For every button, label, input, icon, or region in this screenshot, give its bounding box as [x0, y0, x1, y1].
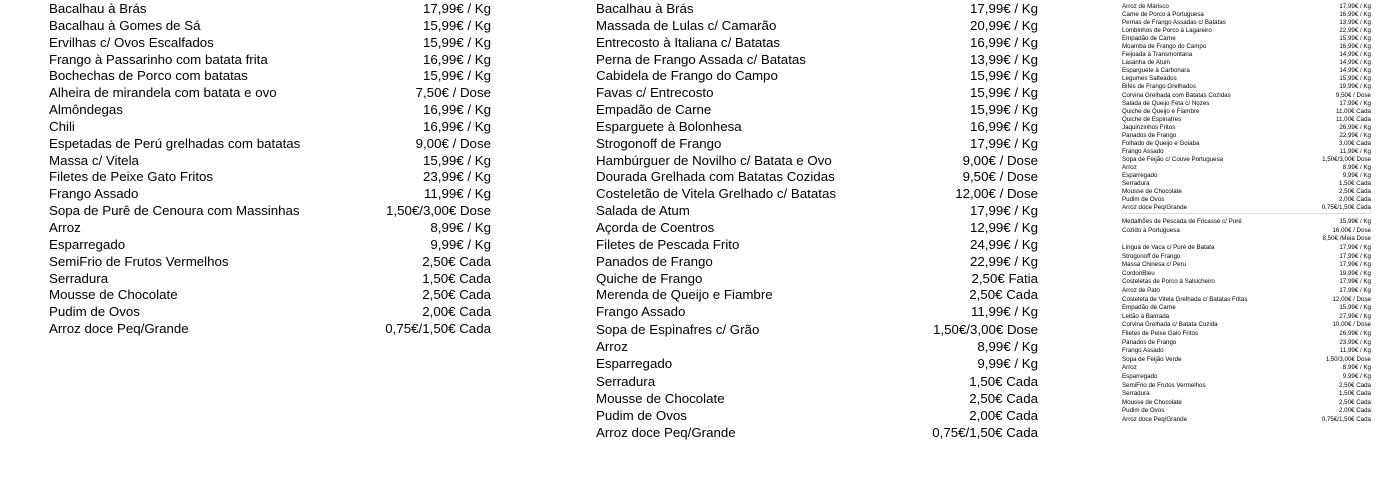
dish-price: 11,00€ Cada [1336, 107, 1371, 115]
dish-name: Língua de Vaca c/ Puré de Batata [1122, 244, 1215, 251]
menu-row [1122, 321, 1371, 330]
menu-column-1 [49, 1, 491, 338]
menu-row [49, 35, 491, 52]
dish-name: Frango Assado [1122, 347, 1164, 355]
menu-row [49, 271, 491, 288]
dish-name: Bochechas de Porco com batatas [49, 68, 248, 84]
menu-column-3-top [1122, 3, 1371, 212]
dish-price: 9,99€ / Kg [977, 356, 1038, 372]
menu-row [1122, 100, 1371, 108]
menu-row [1122, 204, 1371, 212]
menu-row [49, 203, 491, 220]
menu-row [49, 136, 491, 153]
menu-row [1122, 373, 1371, 382]
dish-price: 15,99€ / Kg [969, 85, 1038, 101]
menu-row [49, 18, 491, 35]
dish-name: Açorda de Coentros [596, 219, 715, 235]
dish-price: 15,99€ / Kg [422, 17, 491, 33]
dish-name: Esparregado [49, 236, 126, 252]
dish-name: Empadão de Carne [596, 102, 712, 118]
dish-name: Mousse de Chocolate [1122, 188, 1182, 196]
dish-name: Cozido à Portuguesa [1122, 226, 1180, 234]
menu-column-3 [1122, 3, 1371, 424]
dish-name: Serradura [596, 373, 656, 389]
menu-row [1122, 27, 1371, 35]
dish-price: 0,75€/1,50€ Cada [932, 425, 1038, 441]
dish-price: 15,99€ / Kg [1339, 35, 1371, 43]
menu-row [596, 254, 1038, 271]
dish-price: 15,99€ / Kg [969, 102, 1038, 118]
menu-row [1122, 19, 1371, 27]
dish-name: Costeletas de Porco à Salsicheiro [1122, 278, 1215, 286]
dish-price: 24,99€ / Kg [969, 236, 1038, 252]
menu-row [1122, 244, 1371, 253]
menu-row [596, 119, 1038, 136]
menu-row [1122, 313, 1371, 322]
dish-name: Quiche de Frango [596, 270, 703, 286]
menu-row [596, 153, 1038, 170]
dish-name: SemiFrio de Frutos Vermelhos [49, 253, 229, 269]
dish-name: Frango Assado [596, 304, 686, 320]
menu-row [49, 321, 491, 338]
dish-price: 2,50€ Cada [1339, 188, 1371, 196]
dish-name: Bacalhau à Brás [49, 1, 147, 16]
menu-row [596, 220, 1038, 237]
dish-price: 16,00€ / Dose [1332, 226, 1371, 234]
menu-row [1122, 51, 1371, 59]
dish-name: Arroz doce Peq/Grande [1122, 204, 1188, 212]
dish-price: 15,99€ / Kg [422, 152, 491, 168]
menu-row [49, 119, 491, 136]
dish-price: 9,99€ / Kg [430, 236, 491, 252]
dish-name: Mousse de Chocolate [596, 390, 725, 406]
dish-price: 12,00€ / Dose [1332, 295, 1371, 303]
menu-row [1122, 339, 1371, 348]
menu-row [1122, 356, 1371, 365]
dish-name: Esparregado [1122, 171, 1158, 179]
dish-price: 17,99€ / Kg [1339, 261, 1371, 269]
menu-row [49, 169, 491, 186]
dish-name: Strogonoff de Frango [1122, 252, 1181, 260]
dish-price: 27,99€ / Kg [1339, 312, 1371, 320]
dish-price: 22,99€ / Kg [1339, 27, 1371, 35]
menu-row [1122, 270, 1371, 279]
menu-row [1122, 164, 1371, 172]
dish-name: SemiFrio de Frutos Vermelhos [1122, 381, 1206, 389]
dish-name: Arroz [1122, 163, 1137, 171]
menu-row [49, 287, 491, 304]
dish-price: 1,50€ Cada [969, 373, 1038, 389]
menu-row [596, 85, 1038, 102]
dish-name: Bifes de Frango Grelhados [1122, 83, 1196, 91]
menu-row [1122, 156, 1371, 164]
dish-name: Arroz doce Peq/Grande [49, 321, 189, 337]
dish-price: 26,99€ / Kg [1339, 123, 1371, 131]
dish-name: CordonBleu [1122, 269, 1155, 277]
dish-price: 10,00€ / Dose [1332, 321, 1371, 329]
menu-row [1122, 196, 1371, 204]
dish-price: 2,00€ Cada [1339, 196, 1371, 204]
dish-price: 2,50€ Cada [969, 287, 1038, 303]
dish-name: Empadão de Carne [1122, 304, 1176, 312]
dish-price: 16,99€ / Kg [422, 118, 491, 134]
menu-row [1122, 218, 1371, 227]
dish-price: 9,99€ / Kg [1342, 372, 1371, 380]
dish-name: Quiche de Espinafres [1122, 115, 1182, 123]
dish-name: Frango Assado [49, 186, 139, 202]
menu-row [1122, 330, 1371, 339]
dish-name: Arroz doce Peq/Grande [596, 425, 736, 441]
dish-name: Panados de Frango [1122, 131, 1177, 139]
dish-name: Cabidela de Frango do Campo [596, 68, 778, 84]
menu-row [596, 18, 1038, 35]
menu-row [596, 287, 1038, 304]
dish-name: Hambúrguer de Novilho c/ Batata e Ovo [596, 152, 832, 168]
dish-price: 15,99€ / Kg [422, 68, 491, 84]
dish-price: 11,99€ / Kg [970, 304, 1038, 320]
dish-price: 17,99€ / Kg [969, 1, 1038, 16]
dish-price: 16,99€ / Kg [422, 102, 491, 118]
dish-price: 15,99€ / Kg [1339, 304, 1371, 312]
menu-row [1122, 59, 1371, 67]
menu-row [596, 52, 1038, 69]
menu-row [1122, 148, 1371, 156]
menu-row [1122, 3, 1371, 11]
dish-name: Mousse de Chocolate [1122, 398, 1182, 406]
dish-price: 2,00€ Cada [969, 407, 1038, 423]
dish-name: Lasanha de Atum [1122, 59, 1171, 67]
dish-price: 1,50€ Cada [422, 270, 491, 286]
menu-row [1122, 347, 1371, 356]
dish-price: 14,99€ / Kg [1339, 59, 1371, 67]
dish-name: Corvina Grelhada c/ Batata Cozida [1122, 321, 1218, 329]
dish-name: Moamba de Frango do Campo [1122, 43, 1207, 51]
dish-name: Frango à Passarinho com batata frita [49, 51, 268, 67]
dish-name: Esparguete à Carbonara [1122, 67, 1190, 75]
dish-price: 1,50€ Cada [1339, 390, 1371, 398]
dish-price: 14,99€ / Kg [1339, 67, 1371, 75]
dish-name: Pudim de Ovos [1122, 196, 1165, 204]
menu-row [49, 153, 491, 170]
dish-price: 2,50€ Fatia [971, 270, 1038, 286]
dish-name: Empadão de Carne [1122, 35, 1176, 43]
dish-price: 17,99€ / Kg [1339, 3, 1371, 10]
dish-price: 17,99€ / Kg [1339, 244, 1371, 251]
dish-price: 2,50€ Cada [1339, 381, 1371, 389]
menu-row [1122, 172, 1371, 180]
dish-price: 26,99€ / Kg [1339, 329, 1371, 337]
dish-price: 2,00€ Cada [422, 304, 491, 320]
dish-name: Bacalhau à Brás [596, 1, 694, 16]
menu-row [1122, 253, 1371, 262]
dish-name: Massa Chinesa c/ Peru [1122, 261, 1186, 269]
menu-row [596, 373, 1038, 390]
menu-column-3-bottom [1122, 218, 1371, 424]
dish-name: Chili [49, 118, 75, 134]
dish-price: 14,99€ / Kg [1339, 51, 1371, 59]
dish-name: Filetes de Peixe Galo Fritos [1122, 329, 1198, 337]
dish-price: 16,99€ / Kg [969, 34, 1038, 50]
dish-price: 22,99€ / Kg [969, 253, 1038, 269]
dish-price: 13,99€ / Kg [969, 51, 1038, 67]
dish-price: 17,99€ / Kg [969, 135, 1038, 151]
dish-name: Esparguete à Bolonhesa [596, 118, 742, 134]
dish-price: 2,50€ Cada [969, 390, 1038, 406]
dish-name: Sopa de Feijão c/ Couve Portuguesa [1122, 155, 1224, 163]
menu-row [49, 237, 491, 254]
dish-name: Perna de Frango Assada c/ Batatas [596, 51, 806, 67]
dish-name: Sopa de Feijão Verde [1122, 355, 1182, 363]
menu-row [1122, 75, 1371, 83]
dish-name: Filetes de Peixe Gato Fritos [49, 169, 214, 185]
menu-row [49, 220, 491, 237]
dish-name: Sopa de Purê de Cenoura com Massinhas [49, 203, 300, 219]
dish-price: 17,99€ / Kg [1339, 99, 1371, 107]
menu-row [1122, 287, 1371, 296]
dish-price: 8,99€ / Kg [1342, 163, 1371, 171]
dish-name: Massada de Lulas c/ Camarão [596, 17, 777, 33]
menu-row [596, 68, 1038, 85]
dish-price: 17,99€ / Kg [1339, 286, 1371, 294]
dish-name: Ervilhas c/ Ovos Escalfados [49, 34, 214, 50]
dish-name: Folhado de Queijo e Goiaba [1122, 139, 1200, 147]
dish-price: 22,99€ / Kg [1339, 131, 1371, 139]
menu-row [1122, 132, 1371, 140]
dish-price: 9,00€ / Dose [415, 135, 491, 151]
dish-name: Frango Assado [1122, 147, 1164, 155]
dish-price: 9,50€ / Dose [1335, 91, 1371, 99]
dish-price: 2,00€ Cada [1339, 407, 1371, 415]
menu-row [1122, 227, 1371, 236]
dish-price: 19,99€ / Kg [1339, 269, 1371, 277]
menu-row [596, 304, 1038, 321]
dish-name: Entrecosto à Italiana c/ Batatas [596, 34, 781, 50]
menu-row [596, 35, 1038, 52]
menu-row [596, 407, 1038, 424]
menu-row [1122, 235, 1371, 244]
dish-price: 8,99€ / Kg [430, 219, 491, 235]
menu-row [596, 186, 1038, 203]
dish-price: 19,99€ / Kg [1339, 83, 1371, 91]
menu-row [1122, 399, 1371, 408]
dish-price: 11,99€ / Kg [1339, 347, 1371, 355]
dish-price: 8,99€ / Kg [1342, 364, 1371, 372]
dish-name: Leitão à Bairrada [1122, 312, 1170, 320]
menu-row [49, 1, 491, 18]
menu-row [49, 186, 491, 203]
dish-name: Favas c/ Entrecosto [596, 85, 714, 101]
menu-row [596, 271, 1038, 288]
dish-name: Pudim de Ovos [49, 304, 140, 320]
dish-price: 9,50€ / Dose [962, 169, 1038, 185]
dish-price: 12,00€ / Dose [955, 186, 1038, 202]
dish-price: 1,50€/3,00€ Dose [933, 322, 1038, 338]
dish-name: Sopa de Espinafres c/ Grão [596, 322, 760, 338]
dish-price: 13,99€ / Kg [1339, 19, 1371, 27]
dish-price: 2,50€ Cada [422, 253, 491, 269]
menu-row [1122, 92, 1371, 100]
dish-price: 8,50€ /Meia Dose [1322, 235, 1371, 243]
dish-name: Dourada Grelhada com Batatas Cozidas [596, 169, 835, 185]
dish-name: Jaquinzinhos Fritos [1122, 123, 1176, 131]
dish-name: Carne de Porco à Portuguesa [1122, 11, 1204, 19]
dish-name: Salada de Queijo Feta c/ Nozes [1122, 99, 1210, 107]
menu-row [1122, 382, 1371, 391]
dish-price: 15,99€ / Kg [1339, 218, 1371, 226]
dish-price: 15,99€ / Kg [969, 68, 1038, 84]
dish-name: Merenda de Queijo e Fiambre [596, 287, 773, 303]
dish-name: Panados de Frango [596, 253, 713, 269]
menu-row [596, 321, 1038, 338]
menu-row [1122, 364, 1371, 373]
dish-price: 12,99€ / Kg [969, 219, 1038, 235]
dish-price: 17,99€ / Kg [969, 203, 1038, 219]
dish-name: Panados de Frango [1122, 338, 1177, 346]
menu-row [596, 136, 1038, 153]
dish-name: Quiche de Queijo e Fiambre [1122, 107, 1200, 115]
dish-price: 1,50/3,00€ Dose [1325, 355, 1371, 363]
dish-price: 2,50€ Cada [422, 287, 491, 303]
menu-row [1122, 116, 1371, 124]
dish-name: Legumes Salteados [1122, 75, 1177, 83]
dish-name: Almôndegas [49, 102, 123, 118]
dish-price: 1,50€/3,00€ Dose [386, 203, 491, 219]
dish-price: 23,99€ / Kg [1339, 338, 1371, 346]
dish-price: 11,00€ Cada [1336, 115, 1371, 123]
menu-row [1122, 261, 1371, 270]
dish-name: Arroz de Marisco [1122, 3, 1169, 10]
menu-row [1122, 124, 1371, 132]
dish-name: Mousse de Chocolate [49, 287, 178, 303]
dish-price: 0,75€/1,50€ Cada [1321, 415, 1371, 423]
menu-row [1122, 278, 1371, 287]
dish-price: 17,99€ / Kg [1339, 278, 1371, 286]
dish-price: 1,50€/3,00€ Dose [1322, 155, 1371, 163]
dish-name: Feijoada à Transmontana [1122, 51, 1193, 59]
dish-price: 7,50€ / Dose [415, 85, 491, 101]
menu-row [596, 390, 1038, 407]
dish-name: Esparregado [1122, 372, 1158, 380]
dish-price: 2,50€ Cada [1339, 398, 1371, 406]
menu-row [49, 52, 491, 69]
menu-row [1122, 304, 1371, 313]
dish-name: Arroz [49, 219, 81, 235]
dish-name: Serradura [1122, 390, 1150, 398]
menu-row [596, 102, 1038, 119]
dish-name: Pudim de Ovos [596, 407, 687, 423]
menu-row [49, 68, 491, 85]
menu-row [1122, 296, 1371, 305]
dish-price: 17,99€ / Kg [422, 1, 491, 16]
dish-name: Serradura [1122, 180, 1150, 188]
dish-name: Arroz doce Peq/Grande [1122, 415, 1188, 423]
menu-row [1122, 140, 1371, 148]
menu-row [1122, 35, 1371, 43]
menu-row [596, 1, 1038, 18]
dish-price: 16,99€ / Kg [422, 51, 491, 67]
dish-name: Filetes de Pescada Frito [596, 236, 740, 252]
dish-price: 17,99€ / Kg [1339, 252, 1371, 260]
dish-name: Arroz [1122, 364, 1137, 372]
dish-name: Pudim de Ovos [1122, 407, 1165, 415]
dish-price: 1,50€ Cada [1339, 180, 1371, 188]
menu-row [1122, 83, 1371, 91]
dish-name: Arroz de Pato [1122, 286, 1160, 294]
menu-row [49, 304, 491, 321]
menu-row [1122, 407, 1371, 416]
menu-column-2 [596, 1, 1038, 441]
dish-name: Costeleta de Vitela Grelhada c/ Batatas Fritas [1122, 295, 1248, 303]
dish-price: 0,75€/1,50€ Cada [1321, 204, 1371, 212]
dish-name: Corvina Grelhada com Batatas Cozidas [1122, 91, 1231, 99]
dish-name: Strogonoff de Frango [596, 135, 722, 151]
dish-name: Pernas de Frango Assadas c/ Batatas [1122, 19, 1226, 27]
dish-price: 11,99€ / Kg [423, 186, 491, 202]
dish-price: 9,99€ / Kg [1342, 171, 1371, 179]
dish-price: 16,99€ / Kg [1339, 11, 1371, 19]
menu-row [1122, 43, 1371, 51]
menu-row [49, 85, 491, 102]
dish-price: 15,99€ / Kg [1339, 75, 1371, 83]
dish-price: 16,99€ / Kg [1339, 43, 1371, 51]
menu-row [1122, 108, 1371, 116]
dish-name: Espetadas de Perú grelhadas com batatas [49, 135, 301, 151]
dish-price: 16,99€ / Kg [969, 118, 1038, 134]
menu-row [1122, 390, 1371, 399]
dish-price: 0,75€/1,50€ Cada [385, 321, 491, 337]
dish-name: Bacalhau à Gomes de Sá [49, 17, 201, 33]
menu-row [1122, 67, 1371, 75]
dish-price: 3,00€ Cada [1339, 139, 1371, 147]
menu-row [49, 102, 491, 119]
dish-price: 8,99€ / Kg [977, 339, 1038, 355]
dish-price: 23,99€ / Kg [422, 169, 491, 185]
menu-row [49, 254, 491, 271]
menu-row [596, 237, 1038, 254]
menu-row [596, 338, 1038, 355]
dish-price: 20,99€ / Kg [969, 17, 1038, 33]
menu-row [1122, 11, 1371, 19]
dish-name: Alheira de mirandela com batata e ovo [49, 85, 277, 101]
menu-row [1122, 188, 1371, 196]
dish-name: Costeletão de Vitela Grelhado c/ Batatas [596, 186, 836, 202]
dish-name: Salada de Atum [596, 203, 690, 219]
dish-name: Medalhões de Pescada de Fricassé c/ Puré [1122, 218, 1242, 226]
menu-row [596, 355, 1038, 372]
dish-name: Serradura [49, 270, 109, 286]
dish-name: Arroz [596, 339, 628, 355]
menu-row [1122, 416, 1371, 425]
dish-price: 9,00€ / Dose [962, 152, 1038, 168]
dish-price: 15,99€ / Kg [422, 34, 491, 50]
menu-row [596, 169, 1038, 186]
menu-row [1122, 180, 1371, 188]
dish-name: Lombinhos de Porco à Lagareiro [1122, 27, 1212, 35]
dish-name: Massa c/ Vitela [49, 152, 139, 168]
menu-row [596, 203, 1038, 220]
dish-price: 11,99€ / Kg [1339, 147, 1371, 155]
dish-name: Esparregado [596, 356, 673, 372]
menu-row [596, 424, 1038, 441]
